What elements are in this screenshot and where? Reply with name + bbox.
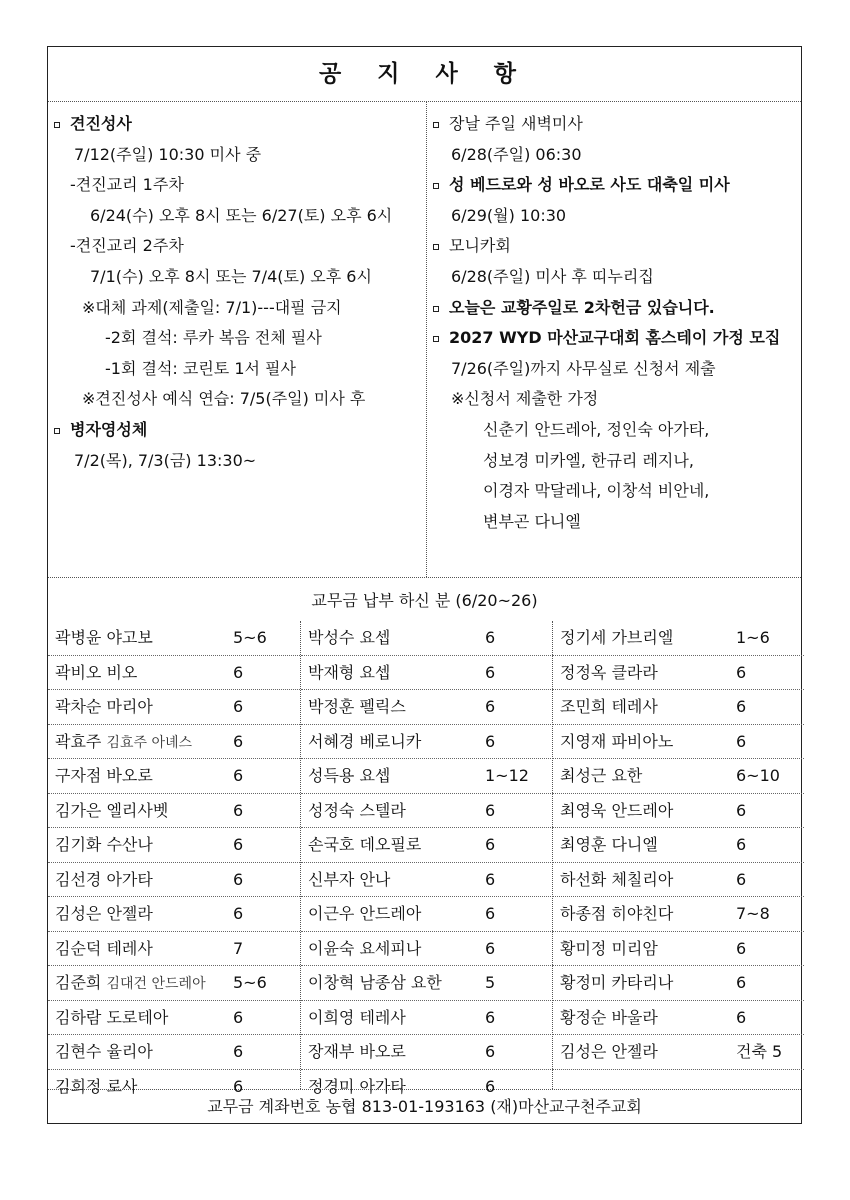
donor-row: [553, 897, 804, 932]
donor-name: 황미정 미리암: [560, 938, 658, 958]
donor-name: 최영훈 다니엘: [560, 835, 658, 854]
donor-column-3: [552, 621, 804, 1089]
donor-name: 정정옥 클라라: [560, 662, 658, 682]
notice-line: -견진교리 2주차: [70, 236, 184, 256]
donor-months: 6: [736, 662, 747, 682]
donor-months: 6: [485, 800, 496, 820]
square-bullet-icon: [431, 231, 442, 262]
donor-row: [48, 1035, 300, 1070]
notice-line: 6/28(주일) 06:30: [451, 144, 582, 164]
square-bullet-icon: [431, 323, 442, 354]
donor-row: [301, 759, 553, 794]
notice-heading: 오늘은 교황주일로 2차헌금 있습니다.: [431, 293, 799, 324]
notice-line: -1회 결석: 코린토 1서 필사: [105, 358, 296, 378]
donor-row: [301, 725, 553, 760]
donor-name: 곽효주 김효주 아녜스: [55, 731, 193, 751]
donor-months: 6: [485, 938, 496, 958]
donor-months: 6: [233, 869, 244, 889]
donor-row: [48, 828, 300, 863]
donor-name: 이창혁 남종삼 요한: [308, 973, 442, 992]
donor-months: 6~10: [736, 766, 780, 785]
donor-row: [553, 759, 804, 794]
donor-months: 6: [736, 800, 747, 820]
donor-months: 6: [736, 1007, 747, 1027]
notice-line: 신춘기 안드레아, 정인숙 아가타,: [483, 419, 710, 439]
notice-line: 6/24(수) 오후 8시 또는 6/27(토) 오후 6시: [90, 205, 393, 225]
notice-line: 성보경 미카엘, 한규리 레지나,: [483, 450, 694, 470]
donor-row: [553, 1001, 804, 1036]
account-footer: 교무금 계좌번호 농협 813-01-193163 (재)마산교구천주교회: [207, 1097, 642, 1116]
donor-name: 박정훈 펠릭스: [308, 697, 406, 716]
notice-left-column: [52, 109, 422, 476]
donor-name: 이근우 안드레아: [308, 904, 422, 923]
square-bullet-icon: [52, 415, 63, 446]
donor-name: 곽비오 비오: [55, 662, 138, 682]
donor-name: 황정미 카타리나: [560, 973, 674, 992]
donor-row: [48, 725, 300, 760]
notice-heading: 성 베드로와 성 바오로 사도 대축일 미사: [431, 170, 799, 201]
donor-name: 곽차순 마리아: [55, 697, 153, 716]
donor-months: 6: [233, 904, 244, 923]
notice-line: ※견진성사 예식 연습: 7/5(주일) 미사 후: [82, 389, 366, 409]
donor-name: 서혜경 베로니카: [308, 731, 422, 751]
donor-row: [301, 863, 553, 898]
donor-row: [48, 863, 300, 898]
donor-row: [301, 656, 553, 691]
donor-row: [553, 863, 804, 898]
donor-row: [48, 656, 300, 691]
donor-name: 이윤숙 요세피나: [308, 938, 422, 958]
donor-months: 7: [233, 938, 244, 958]
donor-months: 6: [736, 869, 747, 889]
donor-name: 하선화 체칠리아: [560, 869, 674, 889]
donor-months: 5: [485, 973, 496, 992]
donor-name: 장재부 바오로: [308, 1042, 406, 1061]
donor-row: [553, 932, 804, 967]
donor-row: [553, 966, 804, 1001]
page-title: 공 지 사 항: [48, 47, 801, 102]
donor-months: 6: [485, 628, 496, 647]
square-bullet-icon: [52, 109, 63, 140]
notice-line: 7/12(주일) 10:30 미사 중: [74, 144, 262, 164]
donor-name: 김현수 율리아: [55, 1042, 153, 1061]
handwritten-name: 김대건 안드레아: [106, 976, 206, 992]
donor-row: [301, 794, 553, 829]
donor-months: 6: [736, 938, 747, 958]
donor-months: 6: [485, 662, 496, 682]
donor-name: 김준희 김대건 안드레아: [55, 973, 206, 992]
donor-months: 6: [233, 1007, 244, 1027]
donor-months: 건축 5: [736, 1042, 783, 1061]
donor-name: 황정순 바울라: [560, 1007, 658, 1027]
donor-months: 6: [736, 697, 747, 716]
donor-name: 조민희 테레사: [560, 697, 658, 716]
donor-name: 김성은 안젤라: [560, 1042, 658, 1061]
donor-months: 6: [736, 973, 747, 992]
donor-name: 김희정 로사: [55, 1076, 138, 1096]
donor-row: [301, 828, 553, 863]
donor-row: [48, 966, 300, 1001]
donor-months: 6: [485, 904, 496, 923]
donor-name: 정경미 아가타: [308, 1076, 406, 1096]
donor-months: 5~6: [233, 628, 267, 647]
donor-section: [48, 577, 801, 1096]
donor-row: [48, 690, 300, 725]
handwritten-name: 김효주 아녜스: [106, 734, 193, 751]
donor-months: 6: [485, 731, 496, 751]
donor-months: 6: [485, 835, 496, 854]
donor-name: 이희영 테레사: [308, 1007, 406, 1027]
donor-name: 박성수 요셉: [308, 628, 391, 647]
donor-name: 김순덕 테레사: [55, 938, 153, 958]
donor-row: [48, 759, 300, 794]
donor-name: 김하람 도로테아: [55, 1007, 169, 1027]
donor-row: [553, 794, 804, 829]
donor-name: 구자점 바오로: [55, 766, 153, 785]
donor-title: 교무금 납부 하신 분 (6/20~26): [311, 591, 538, 610]
column-divider: [426, 101, 427, 577]
donor-row: [301, 1001, 553, 1036]
donor-months: 6: [736, 731, 747, 751]
donor-months: 6: [485, 869, 496, 889]
donor-row: [553, 690, 804, 725]
donor-row: [301, 690, 553, 725]
square-bullet-icon: [431, 109, 442, 140]
donor-row: [553, 621, 804, 656]
donor-name: 하종점 히야친다: [560, 904, 674, 923]
donor-row: [48, 932, 300, 967]
donor-row: [553, 725, 804, 760]
donor-months: 6: [233, 835, 244, 854]
notice-line: 6/29(월) 10:30: [451, 205, 567, 225]
donor-name: 손국호 데오필로: [308, 835, 422, 854]
donor-months: 5~6: [233, 973, 267, 992]
donor-row: [553, 656, 804, 691]
donor-name: 김기화 수산나: [55, 835, 153, 854]
notice-section: [48, 101, 801, 578]
donor-months: 6: [233, 766, 244, 785]
donor-months: 6: [485, 1042, 496, 1061]
donor-name: 지영재 파비아노: [560, 731, 674, 751]
donor-months: 6: [233, 1042, 244, 1061]
donor-column-1: [48, 621, 300, 1096]
donor-name: 김성은 안젤라: [55, 904, 153, 923]
donor-months: 1~12: [485, 766, 529, 785]
donor-name: 최성근 요한: [560, 766, 643, 785]
notice-line: 변부곤 다니엘: [483, 511, 581, 531]
donor-name: 성득용 요셉: [308, 766, 391, 785]
donor-row: [553, 1035, 804, 1070]
donor-name: 곽병윤 야고보: [55, 628, 153, 647]
donor-months: 6: [233, 697, 244, 716]
donor-months: 6: [233, 662, 244, 682]
notice-line: 7/2(목), 7/3(금) 13:30~: [74, 450, 257, 470]
donor-row: [48, 897, 300, 932]
donor-name: 김선경 아가타: [55, 869, 153, 889]
donor-name: 신부자 안나: [308, 869, 391, 889]
donor-column-2: [300, 621, 553, 1096]
donor-months: 6: [485, 1007, 496, 1027]
donor-months: 7~8: [736, 904, 770, 923]
donor-months: 6: [233, 800, 244, 820]
donor-row: [301, 897, 553, 932]
donor-name: 정기세 가브리엘: [560, 628, 674, 647]
donor-months: 6: [233, 731, 244, 751]
notice-line: -2회 결석: 루카 복음 전체 필사: [105, 328, 322, 348]
notice-heading: 모니카회: [431, 231, 799, 262]
donor-row: [48, 621, 300, 656]
donor-table: [48, 621, 801, 1096]
donor-row: [301, 1035, 553, 1070]
donor-name: 김가은 엘리사벳: [55, 800, 169, 820]
notice-line: 7/1(수) 오후 8시 또는 7/4(토) 오후 6시: [90, 266, 372, 286]
donor-row: [301, 966, 553, 1001]
notice-heading: 견진성사: [52, 109, 422, 140]
notice-line: 7/26(주일)까지 사무실로 신청서 제출: [451, 358, 716, 378]
notice-line: ※신청서 제출한 가정: [451, 389, 599, 409]
donor-months: 6: [736, 835, 747, 854]
donor-row: [48, 1001, 300, 1036]
donor-months: 6: [485, 697, 496, 716]
notice-heading: 2027 WYD 마산교구대회 홈스테이 가정 모집: [431, 323, 799, 354]
notice-heading: 병자영성체: [52, 415, 422, 446]
notice-line: 이경자 막달레나, 이창석 비안네,: [483, 481, 710, 501]
donor-name: 최영욱 안드레아: [560, 800, 674, 820]
notice-frame: [47, 46, 802, 1124]
square-bullet-icon: [431, 170, 442, 201]
donor-name: 박재형 요셉: [308, 662, 391, 682]
notice-right-column: [431, 109, 799, 537]
donor-row: [301, 621, 553, 656]
donor-name: 성정숙 스텔라: [308, 800, 406, 820]
notice-line: -견진교리 1주차: [70, 175, 184, 195]
donor-row: [553, 828, 804, 863]
notice-heading: 장날 주일 새벽미사: [431, 109, 799, 140]
notice-line: ※대체 과제(제출일: 7/1)---대필 금지: [82, 297, 342, 317]
donor-row: [48, 794, 300, 829]
square-bullet-icon: [431, 293, 442, 324]
donor-row: [301, 932, 553, 967]
notice-line: 6/28(주일) 미사 후 띠누리집: [451, 266, 654, 286]
donor-months: 6: [485, 1076, 496, 1096]
donor-months: 1~6: [736, 628, 770, 647]
donor-months: 6: [233, 1076, 244, 1096]
